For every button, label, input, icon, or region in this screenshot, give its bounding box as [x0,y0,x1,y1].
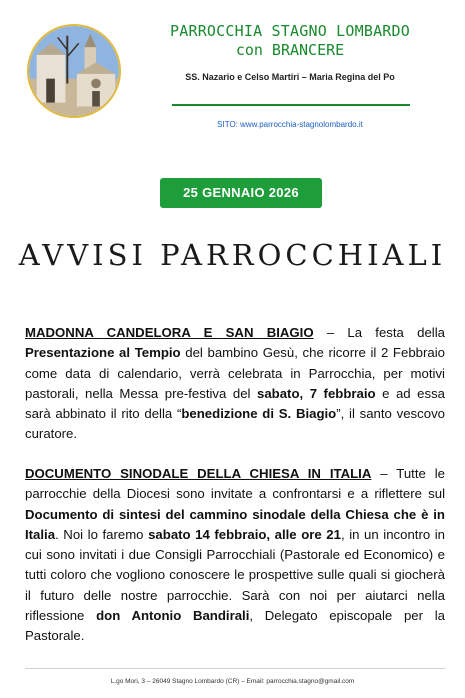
notice-text: , in un incontro in cui sono invitati i due Consigli Parrocchiali (Pastorale ed Economico) e tutti coloro che vogliono conoscere le prospettive sulle quali si giocherà il futuro delle nostre parrocchie. Sarà con noi per aiutarci nella riflessione [25,526,446,624]
notice-text: – La festa della [313,325,445,340]
notice-emphasis: sabato 14 febbraio, alle ore 21 [148,526,341,542]
notice-text: e ad essa sarà abbinato il rito della “ [25,385,446,422]
header-divider [172,104,410,106]
website-link[interactable]: SITO: www.parrocchia-stagnolombardo.it [217,120,363,129]
notice-emphasis: benedizione di S. Biagio [181,406,337,422]
church-photo-icon [27,24,121,118]
parish-subname: con BRANCERE [235,41,345,59]
notice-emphasis: Documento di sintesi del cammino sinodale della Chiesa che è in Italia [25,506,445,542]
notice-text: . Noi lo faremo [55,526,149,542]
notice-candelora [25,323,445,445]
page-title: AVVISI PARROCCHIALI [18,238,447,272]
notice-text: del bambino Gesù, che ricorre il 2 Febbraio come data di calendario, verrà celebrata in Parrocchia, per motivi pastorali, nella Messa pre-festiva del [25,345,445,401]
notice-text: ”, il santo vescovo curatore. [25,406,446,442]
patron-saints: SS. Nazario e Celso Martiri – Maria Regina del Po [185,72,395,82]
notice-emphasis: don Antonio Bandirali [96,608,250,624]
notice-emphasis: sabato, 7 febbraio [257,385,376,401]
church-illustration [29,26,119,116]
notice-synod [25,464,445,647]
footer-divider [25,668,445,669]
date-badge: 25 GENNAIO 2026 [160,178,322,208]
notice-text: – Tutte le parrocchie della Diocesi sono invitate a confrontarsi e a riflettere sul [25,466,445,502]
parish-name: PARROCCHIA STAGNO LOMBARDO [170,22,410,40]
notice-text: , Delegato episcopale per la Pastorale. [25,608,445,644]
footer-address: L.go Mori, 3 – 26049 Stagno Lombardo (CR) – Email: parrocchia.stagno@gmail.com [110,678,355,685]
notice-heading: DOCUMENTO SINODALE DELLA CHIESA IN ITALIA [25,466,372,481]
notice-emphasis: Presentazione al Tempio [25,345,181,361]
notice-heading: MADONNA CANDELORA E SAN BIAGIO [25,325,314,340]
